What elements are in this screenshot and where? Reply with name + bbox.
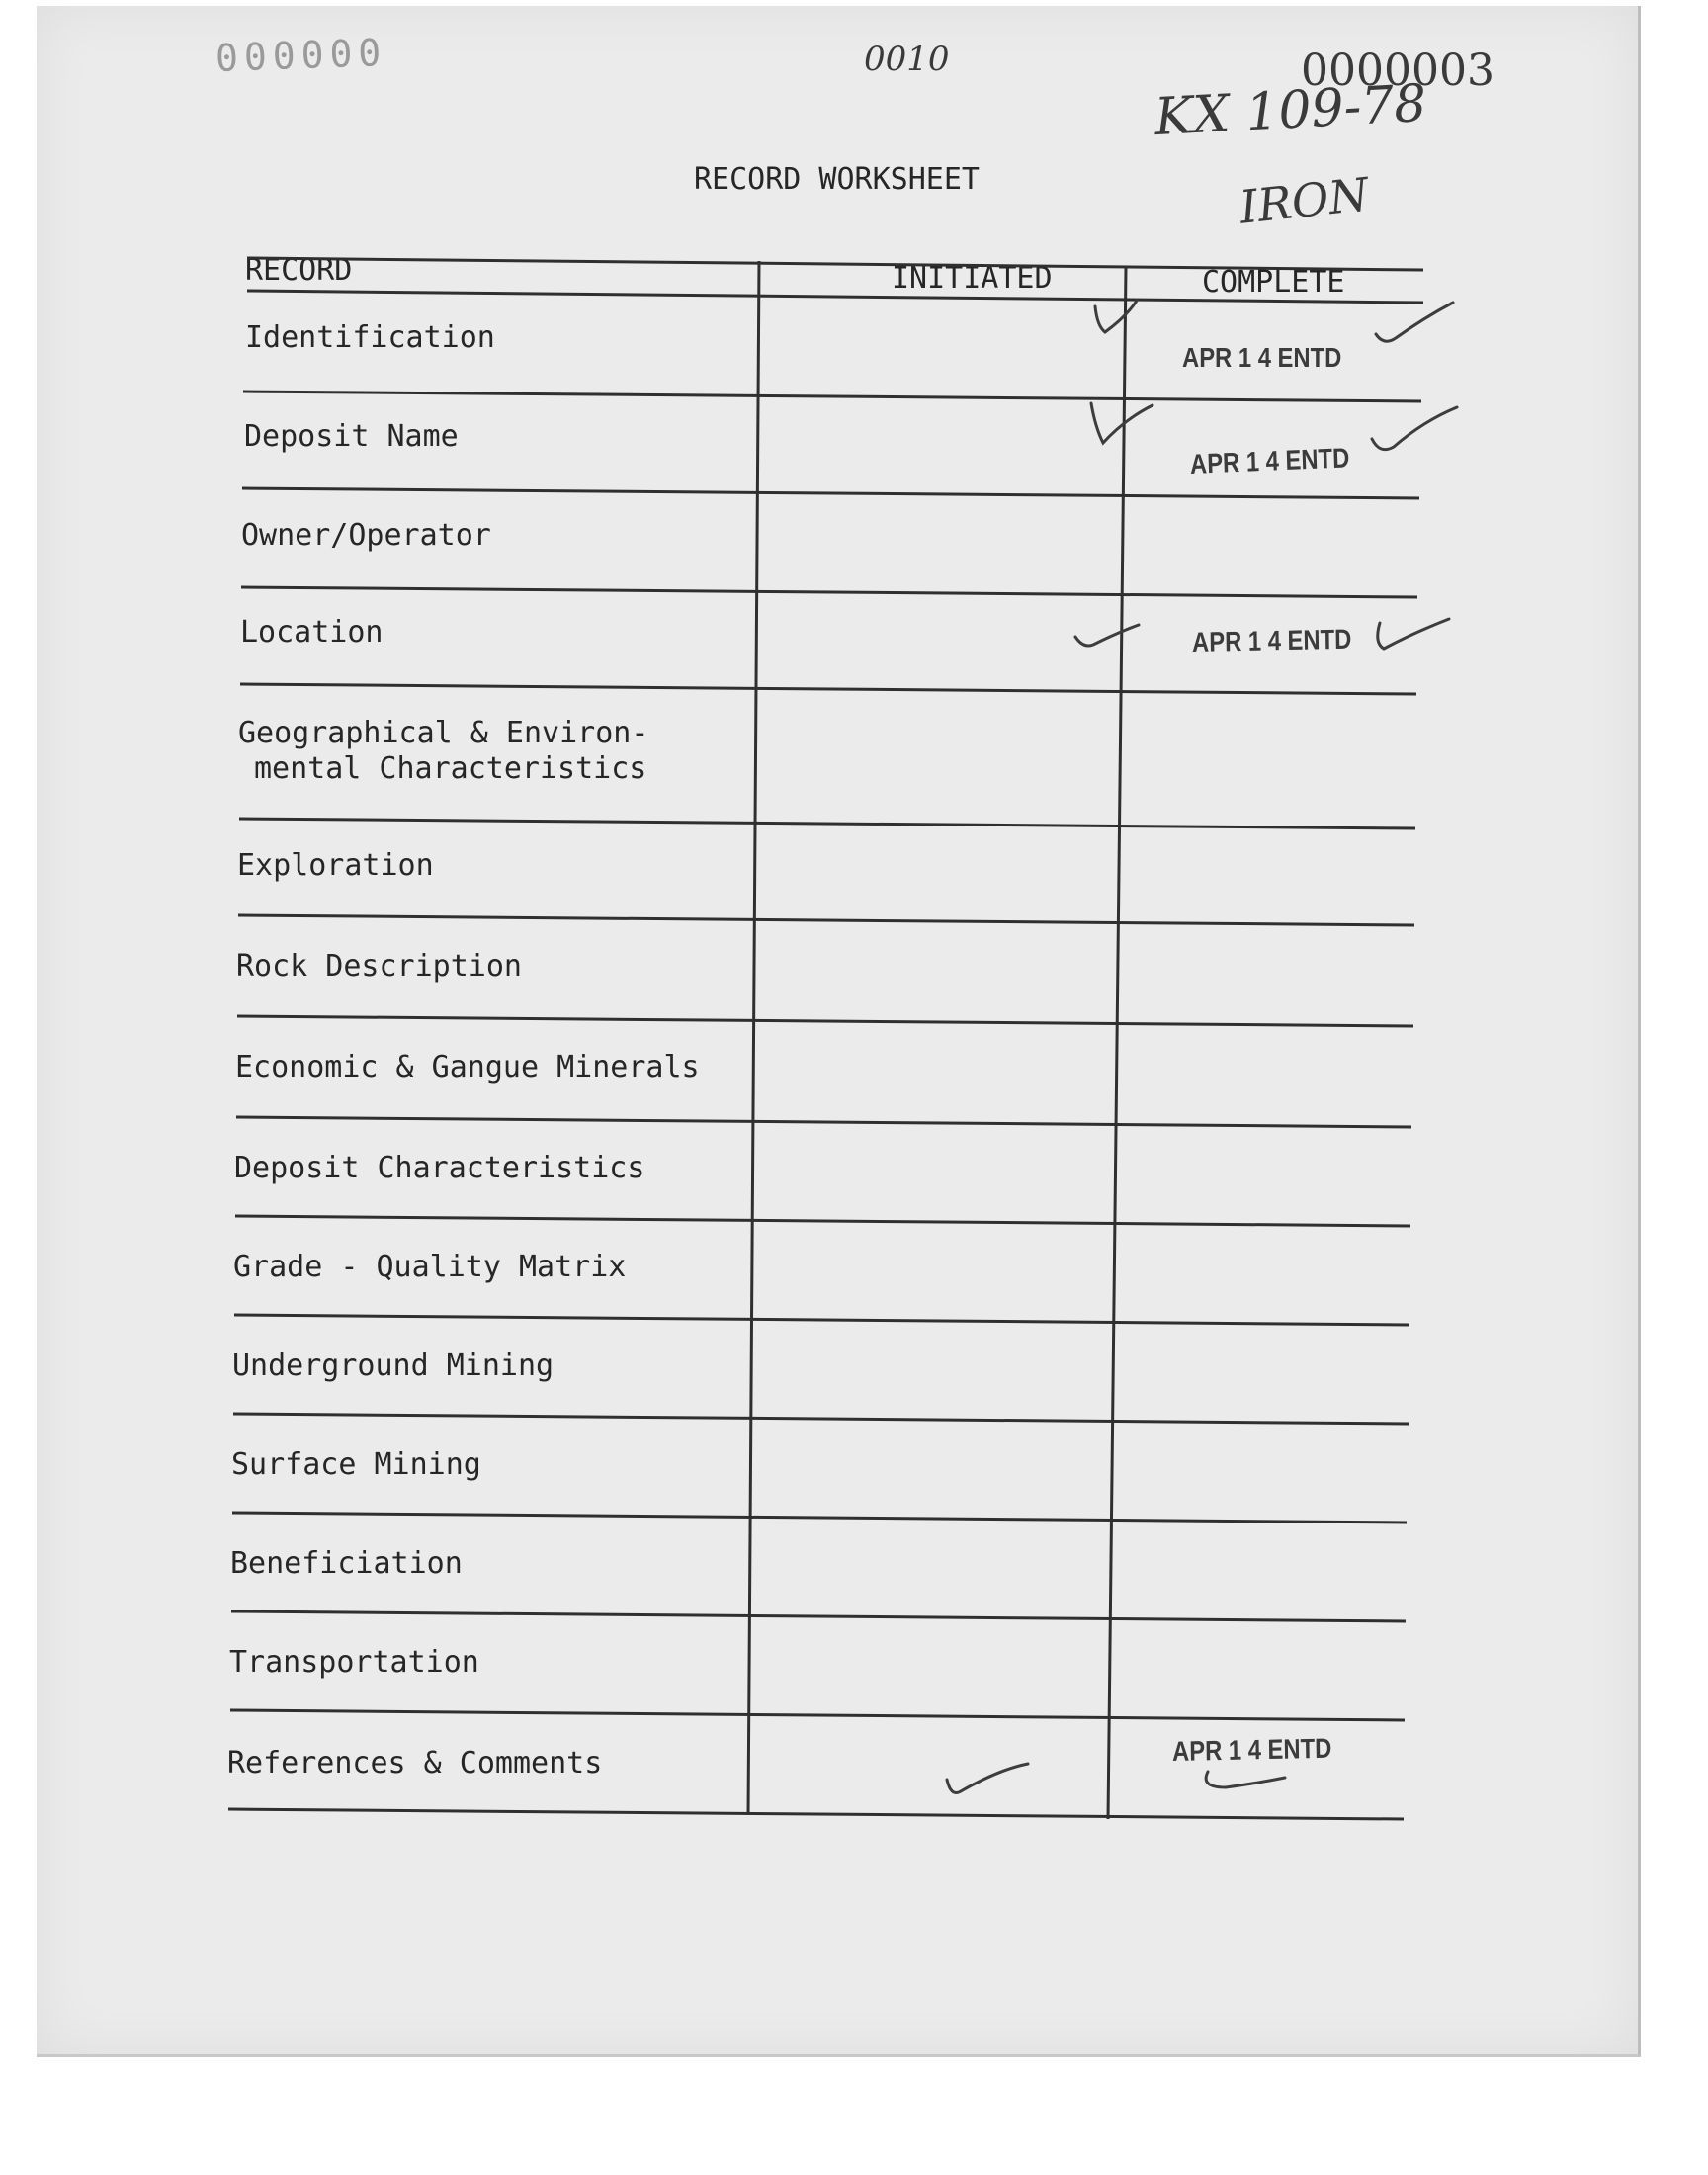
handwritten-commodity: IRON (1237, 167, 1372, 234)
row-divider (241, 587, 1417, 597)
row-label-location: Location (240, 615, 384, 650)
row-label-exploration: Exploration (237, 848, 434, 883)
row-label-rock-description: Rock Description (236, 949, 522, 984)
row-label-grade-quality-matrix: Grade - Quality Matrix (233, 1250, 627, 1284)
row-label-geographical-line2: mental Characteristics (254, 751, 647, 786)
table-rule-bottom (228, 1809, 1404, 1819)
row-label-economic-gangue-minerals: Economic & Gangue Minerals (235, 1050, 700, 1085)
row-label-identification: Identification (245, 320, 495, 355)
row-divider (236, 1117, 1411, 1127)
handwritten-doc-number: 0000003 (1301, 45, 1494, 96)
complete-check-deposit-name (1372, 407, 1457, 450)
complete-stamp-references: APR 1 4 ENTD (1171, 1732, 1332, 1767)
column-header-complete: COMPLETE (1202, 265, 1345, 300)
column-header-record: RECORD (245, 253, 353, 288)
row-divider (230, 1710, 1405, 1720)
row-label-beneficiation: Beneficiation (230, 1546, 463, 1581)
complete-check-identification (1376, 303, 1453, 341)
table-rule-header (247, 291, 1423, 303)
column-divider-complete (1108, 267, 1126, 1819)
row-divider (231, 1611, 1406, 1621)
handwritten-page-code: 0010 (864, 40, 950, 79)
complete-stamp-location: APR 1 4 ENTD (1191, 623, 1352, 657)
row-divider (237, 1016, 1413, 1026)
row-label-references-comments: References & Comments (227, 1746, 603, 1781)
initiated-check-identification (1095, 301, 1137, 332)
complete-stamp-deposit-name: APR 1 4 ENTD (1189, 442, 1350, 479)
table-rule-top (247, 258, 1423, 270)
initiated-check-references (947, 1764, 1028, 1793)
handwritten-file-ref: KX 109-78 (1153, 73, 1428, 148)
row-divider (239, 819, 1415, 828)
column-header-initiated: INITIATED (892, 261, 1053, 296)
row-label-owner-operator: Owner/Operator (241, 518, 491, 553)
stamped-number: 000000 (214, 30, 387, 81)
row-divider (234, 1315, 1409, 1325)
row-divider (242, 488, 1419, 498)
row-divider (232, 1513, 1407, 1522)
row-divider (243, 392, 1421, 401)
complete-mark-references (1206, 1772, 1285, 1787)
row-divider (235, 1216, 1410, 1226)
initiated-check-location (1075, 625, 1139, 646)
row-label-transportation: Transportation (229, 1645, 479, 1680)
row-label-deposit-name: Deposit Name (244, 419, 459, 454)
row-divider (233, 1414, 1409, 1424)
complete-check-location (1378, 619, 1449, 649)
complete-stamp-identification: APR 1 4 ENTD (1182, 342, 1342, 373)
row-divider (240, 684, 1416, 694)
initiated-check-deposit-name (1091, 403, 1153, 443)
worksheet-title: RECORD WORKSHEET (694, 162, 980, 197)
row-divider (238, 915, 1414, 925)
row-label-deposit-characteristics: Deposit Characteristics (234, 1151, 645, 1185)
row-label-underground-mining: Underground Mining (232, 1348, 555, 1383)
row-label-geographical: Geographical & Environ- (238, 716, 649, 750)
row-label-surface-mining: Surface Mining (231, 1447, 481, 1482)
